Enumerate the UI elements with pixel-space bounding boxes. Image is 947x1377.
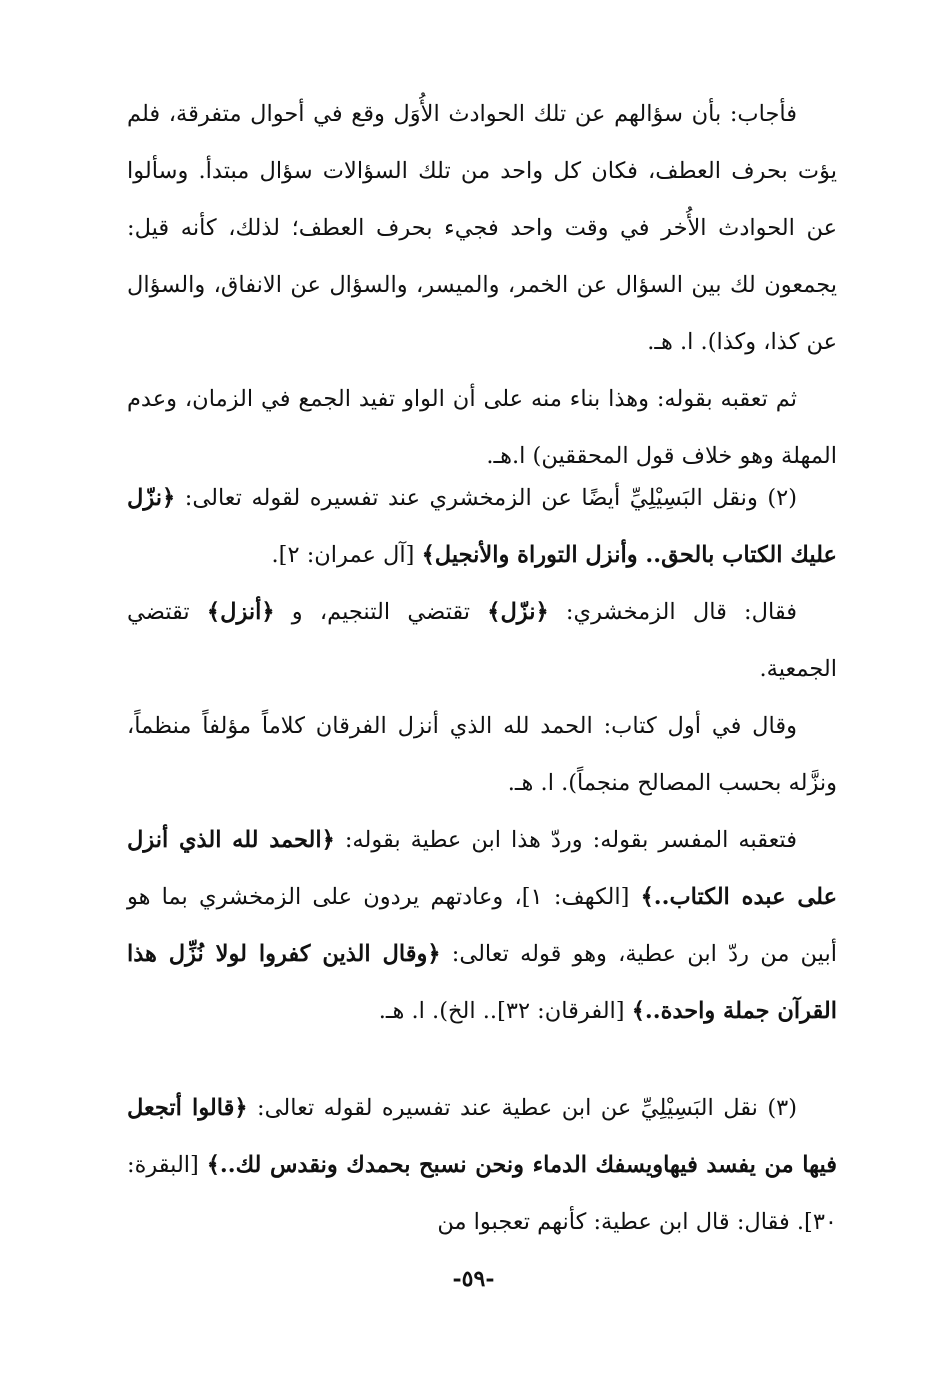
- page-number: -٥٩-: [452, 1266, 495, 1292]
- paragraph-answer-text: فأجاب: بأن سؤالهم عن تلك الحوادث الأُوَل وقع في أحوال متفرقة، فلم يؤت بحرف العطف، فكان كل واحد من تلك السؤالات سؤال مبتدأ. وسألوا عن الحوادث الأُخر في وقت واحد فجيء بحرف العطف؛ لذلك، كأنه قيل: يجمعون لك بين السؤال عن الخمر، والميسر، والسؤال عن الانفاق، والسؤال عن كذا، وكذا). ا. هـ.: [127, 101, 837, 355]
- verse-reference: [آل عمران: ٢].: [271, 542, 415, 568]
- text-block-2: [127, 470, 837, 1040]
- paragraph-zamakhshari: [127, 584, 837, 698]
- quran-verse-furqan: ﴿وقال الذين كفروا لولا نُزِّل هذا القرآن جملة واحدة..﴾: [127, 941, 837, 1024]
- zamakhshari-text-c: تقتضي الجمعية.: [127, 599, 837, 682]
- text-block-3: [127, 1080, 837, 1251]
- first-book-text: وقال في أول كتاب: الحمد لله الذي أنزل الفرقان كلاماً مؤلفاً منظماً، ونزَّله بحسب المصالح منجماً). ا. هـ.: [127, 713, 837, 796]
- item-2-intro: (٢) ونقل البَسِيْلِيِّ أيضًا عن الزمخشري عند تفسيره لقوله تعالى:: [184, 485, 797, 511]
- quran-word-anzala: ﴿أنزل﴾: [206, 599, 275, 625]
- zamakhshari-text-a: فقال: قال الزمخشري:: [565, 599, 797, 625]
- paragraph-first-book: [127, 698, 837, 812]
- quran-verse-baqarah: ﴿قالوا أتجعل فيها من يفسد فيهاويسفك الدماء ونحن نسبح بحمدك ونقدس لك..﴾: [127, 1095, 838, 1178]
- paragraph-rebuttal: [127, 371, 837, 485]
- paragraph-answer: [127, 86, 837, 371]
- quran-verse-kahf: ﴿الحمد لله الذي أنزل على عبده الكتاب..﴾: [127, 827, 838, 910]
- paragraph-mufassir: [127, 812, 837, 1040]
- mufassir-text-a: فتعقبه المفسر بقوله: وردّ هذا ابن عطية بقوله:: [344, 827, 797, 853]
- text-block-1: [127, 86, 837, 485]
- quran-word-nazzala: ﴿نزّل﴾: [487, 599, 549, 625]
- quran-verse: ﴿نزّل عليك الكتاب بالحق.. وأنزل التوراة والأنجيل﴾: [127, 485, 837, 568]
- mufassir-text-c: [الفرقان: ٣٢].. الخ). ا. هـ.: [378, 998, 625, 1024]
- item-3-intro: (٣) نقل البَسِيْلِيِّ عن ابن عطية عند تفسيره لقوله تعالى:: [257, 1095, 797, 1121]
- item-3-reference: [البقرة: ٣٠]. فقال: قال ابن عطية: كأنهم تعجبوا من: [127, 1152, 837, 1235]
- paragraph-item-2: [127, 470, 837, 584]
- paragraph-item-3: [127, 1080, 837, 1251]
- paragraph-rebuttal-text: ثم تعقبه بقوله: وهذا بناء منه على أن الواو تفيد الجمع في الزمان، وعدم المهلة وهو خلاف قول المحققين) ا.هـ.: [127, 386, 837, 469]
- zamakhshari-text-b: تقتضي التنجيم، و: [291, 599, 471, 625]
- mufassir-text-b: [الكهف: ١]، وعادتهم يردون على الزمخشري بما هو أبين من ردّ ابن عطية، وهو قوله تعالى:: [127, 884, 837, 967]
